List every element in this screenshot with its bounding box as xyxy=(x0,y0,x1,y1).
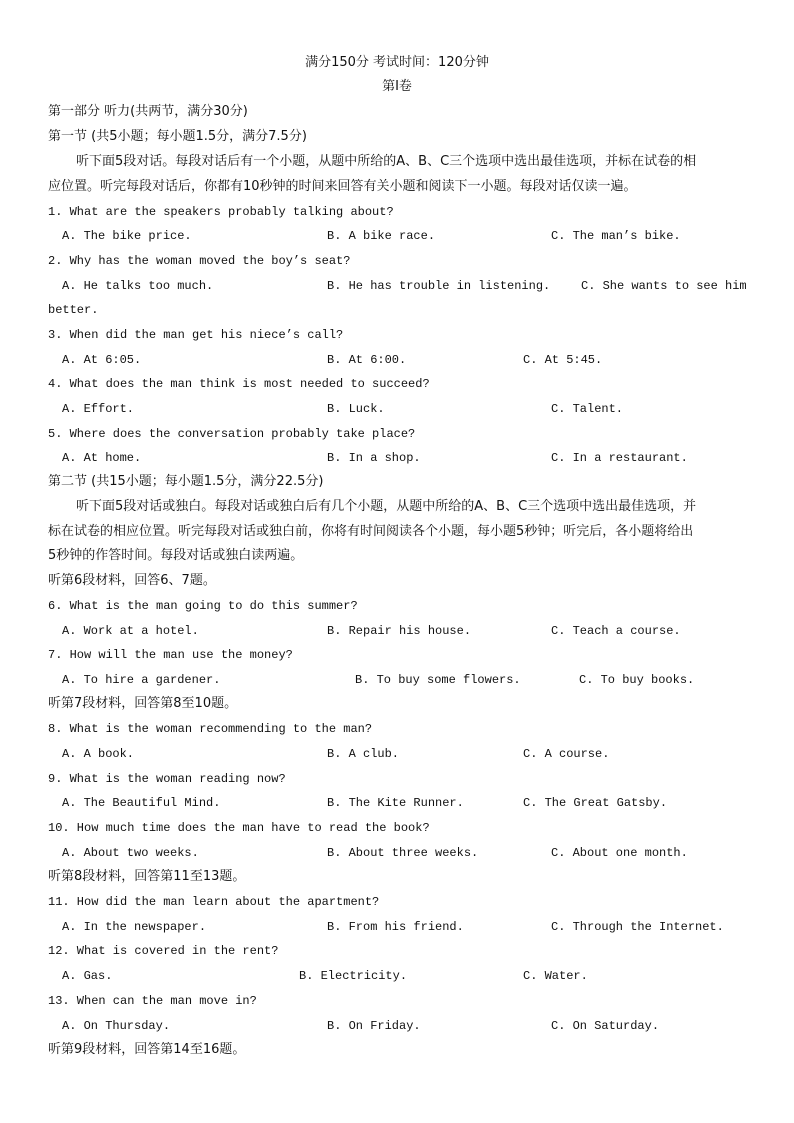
part1-title: 第一部分 听力(共两节，满分30分) xyxy=(48,104,248,119)
q2-option-c-continued: better. xyxy=(48,303,99,317)
material-6-heading: 听第6段材料，回答6、7题。 xyxy=(48,573,216,588)
section2-instructions-3: 5秒钟的作答时间。每段对话或独白读两遍。 xyxy=(48,548,304,563)
question-7: 7. How will the man use the money? xyxy=(48,648,293,662)
q13-option-b: B. On Friday. xyxy=(327,1019,421,1033)
q5-option-c: C. In a restaurant. xyxy=(551,451,688,465)
q2-option-a: A. He talks too much. xyxy=(62,279,214,293)
q10-option-c: C. About one month. xyxy=(551,846,688,860)
q3-option-b: B. At 6:00. xyxy=(327,353,407,367)
q4-option-b: B. Luck. xyxy=(327,402,385,416)
material-7-heading: 听第7段材料，回答第8至10题。 xyxy=(48,696,238,711)
question-1: 1. What are the speakers probably talking about? xyxy=(48,205,394,219)
section1-instructions-1: 听下面5段对话。每段对话后有一个小题，从题中所给的A、B、C三个选项中选出最佳选项，并标在试卷的相 xyxy=(76,154,697,169)
q4-option-a: A. Effort. xyxy=(62,402,135,416)
q12-option-b: B. Electricity. xyxy=(299,969,408,983)
q9-option-a: A. The Beautiful Mind. xyxy=(62,796,221,810)
q9-option-c: C. The Great Gatsby. xyxy=(523,796,668,810)
section2-instructions-1: 听下面5段对话或独白。每段对话或独白后有几个小题，从题中所给的A、B、C三个选项中选出最佳选项，并 xyxy=(76,499,697,514)
q7-option-b: B. To buy some flowers. xyxy=(355,673,521,687)
q8-option-a: A. A book. xyxy=(62,747,135,761)
q12-option-a: A. Gas. xyxy=(62,969,113,983)
q7-option-a: A. To hire a gardener. xyxy=(62,673,221,687)
q13-option-a: A. On Thursday. xyxy=(62,1019,171,1033)
q7-option-c: C. To buy books. xyxy=(579,673,695,687)
q6-option-c: C. Teach a course. xyxy=(551,624,681,638)
q11-option-a: A. In the newspaper. xyxy=(62,920,207,934)
section2-instructions-2: 标在试卷的相应位置。听完每段对话或独白前，你将有时间阅读各个小题，每小题5秒钟；听完后，各小题将给出 xyxy=(48,524,694,539)
question-3: 3. When did the man get his niece’s call? xyxy=(48,328,344,342)
q2-option-c: C. She wants to see him xyxy=(581,279,747,293)
volume-title: 第Ⅰ卷 xyxy=(382,79,412,94)
score-time-header: 满分150分 考试时间：120分钟 xyxy=(305,55,489,70)
section1-title: 第一节 (共5小题；每小题1.5分，满分7.5分) xyxy=(48,129,307,144)
q12-option-c: C. Water. xyxy=(523,969,588,983)
q6-option-a: A. Work at a hotel. xyxy=(62,624,199,638)
q3-option-a: A. At 6:05. xyxy=(62,353,142,367)
question-9: 9. What is the woman reading now? xyxy=(48,772,286,786)
q5-option-b: B. In a shop. xyxy=(327,451,421,465)
question-6: 6. What is the man going to do this summer? xyxy=(48,599,358,613)
q3-option-c: C. At 5:45. xyxy=(523,353,603,367)
q11-option-c: C. Through the Internet. xyxy=(551,920,724,934)
q4-option-c: C. Talent. xyxy=(551,402,624,416)
q8-option-b: B. A club. xyxy=(327,747,400,761)
q9-option-b: B. The Kite Runner. xyxy=(327,796,464,810)
q10-option-b: B. About three weeks. xyxy=(327,846,479,860)
question-12: 12. What is covered in the rent? xyxy=(48,944,279,958)
question-10: 10. How much time does the man have to read the book? xyxy=(48,821,430,835)
material-9-heading: 听第9段材料，回答第14至16题。 xyxy=(48,1042,246,1057)
q8-option-c: C. A course. xyxy=(523,747,610,761)
question-13: 13. When can the man move in? xyxy=(48,994,257,1008)
question-4: 4. What does the man think is most needed to succeed? xyxy=(48,377,430,391)
question-8: 8. What is the woman recommending to the man? xyxy=(48,722,373,736)
q1-option-a: A. The bike price. xyxy=(62,229,192,243)
question-5: 5. Where does the conversation probably take place? xyxy=(48,427,416,441)
q10-option-a: A. About two weeks. xyxy=(62,846,199,860)
q6-option-b: B. Repair his house. xyxy=(327,624,472,638)
q11-option-b: B. From his friend. xyxy=(327,920,464,934)
q1-option-b: B. A bike race. xyxy=(327,229,436,243)
q5-option-a: A. At home. xyxy=(62,451,142,465)
question-11: 11. How did the man learn about the apartment? xyxy=(48,895,380,909)
q13-option-c: C. On Saturday. xyxy=(551,1019,660,1033)
section2-title: 第二节 (共15小题；每小题1.5分，满分22.5分) xyxy=(48,474,324,489)
q2-option-b: B. He has trouble in listening. xyxy=(327,279,551,293)
question-2: 2. Why has the woman moved the boy’s seat? xyxy=(48,254,351,268)
section1-instructions-2: 应位置。听完每段对话后，你都有10秒钟的时间来回答有关小题和阅读下一小题。每段对话仅读一遍。 xyxy=(48,179,637,194)
q1-option-c: C. The man’s bike. xyxy=(551,229,681,243)
material-8-heading: 听第8段材料，回答第11至13题。 xyxy=(48,869,246,884)
